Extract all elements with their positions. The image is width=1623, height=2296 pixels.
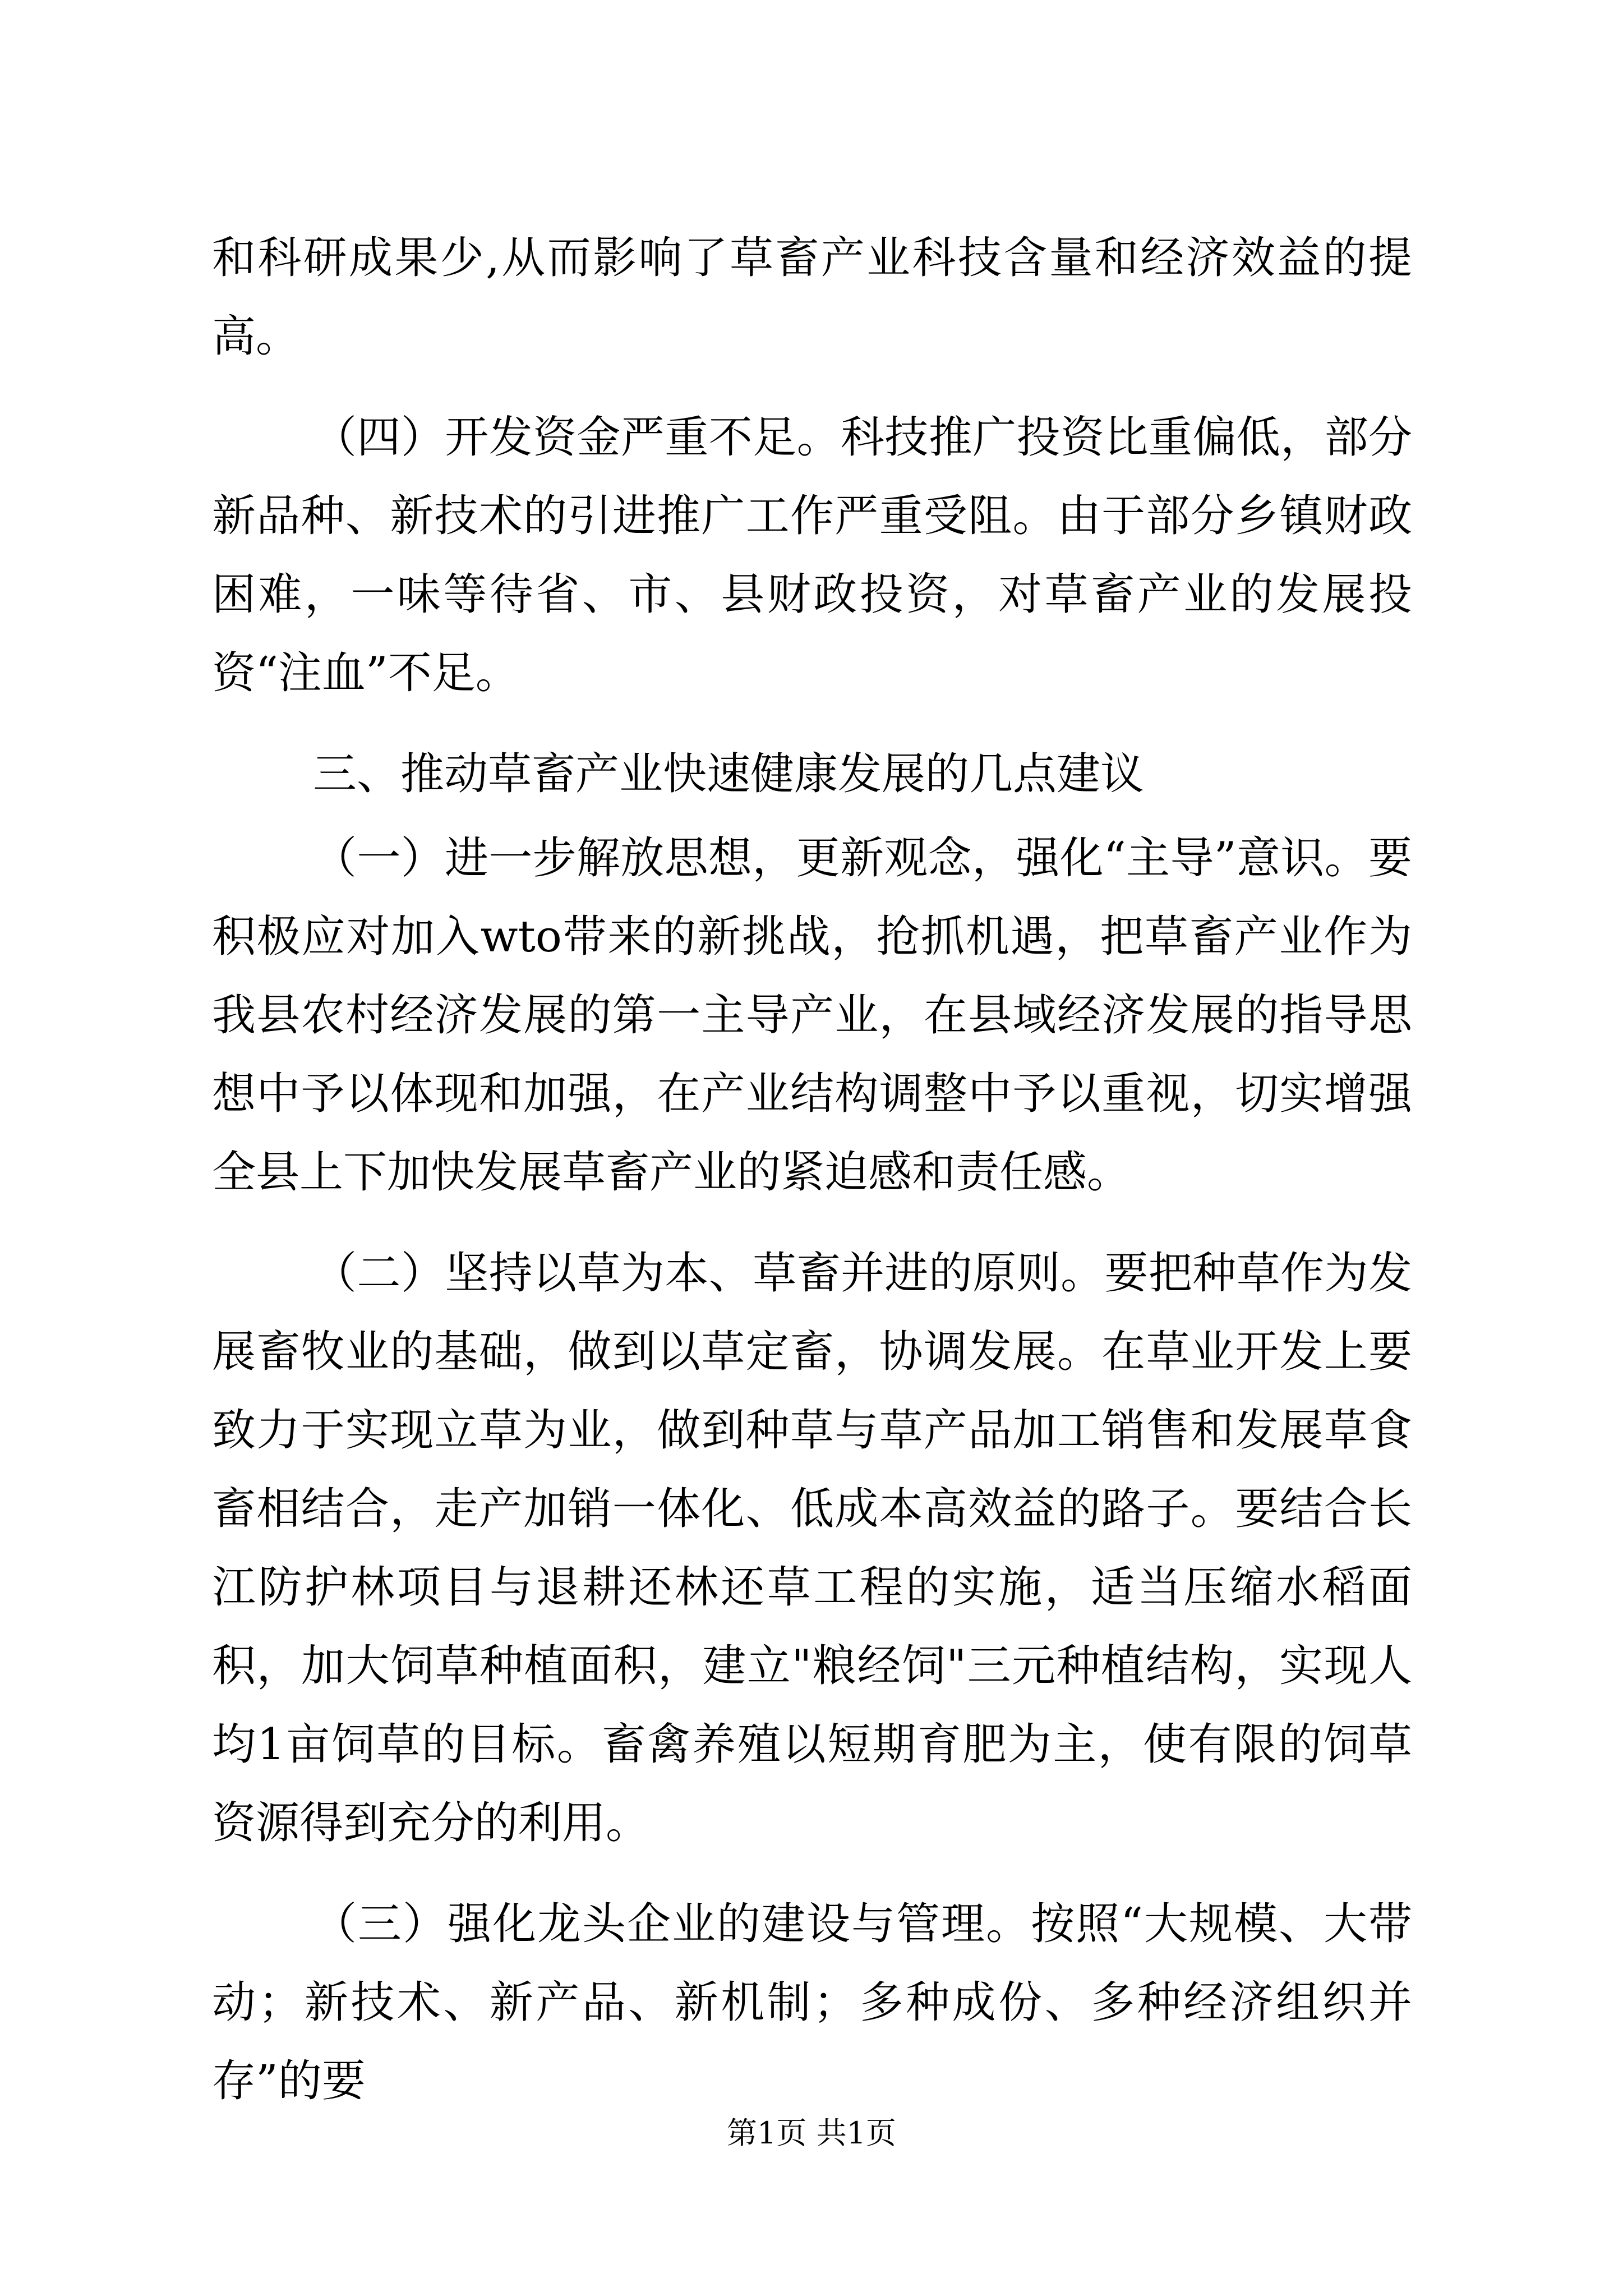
paragraph-funding-shortage: （四）开发资金严重不足。科技推广投资比重偏低，部分新品种、新技术的引进推广工作严重受阻。由于部分乡镇财政困难，一味等待省、市、县财政投资，对草畜产业的发展投资“注血”不足。 (212, 412, 1412, 698)
document-body (212, 219, 1412, 2120)
paragraph-suggestion-one: （一）进一步解放思想，更新观念，强化“主导”意识。要积极应对加入wto带来的新挑战，抢抓机遇，把草畜产业作为我县农村经济发展的第一主导产业，在县域经济发展的指导思想中予以体现和加强，在产业结构调整中予以重视，切实增强全县上下加快发展草畜产业的紧迫感和责任感。 (212, 833, 1412, 1198)
section-heading-suggestions: 三、推动草畜产业快速健康发展的几点建议 (313, 749, 1145, 799)
page-footer: 第1页 共1页 (727, 2115, 896, 2151)
paragraph-suggestion-two: （二）坚持以草为本、草畜并进的原则。要把种草作为发展畜牧业的基础，做到以草定畜，协调发展。在草业开发上要致力于实现立草为业，做到种草与草产品加工销售和发展草食畜相结合，走产加销一体化、低成本高效益的路子。要结合长江防护林项目与退耕还林还草工程的实施，适当压缩水稻面积，加大饲草种植面积，建立"粮经饲"三元种植结构，实现人均1亩饲草的目标。畜禽养殖以短期育肥为主，使有限的饲草资源得到充分的利用。 (212, 1248, 1412, 1848)
paragraph-continuation: 和科研成果少,从而影响了草畜产业科技含量和经济效益的提高。 (212, 233, 1412, 362)
paragraph-suggestion-three: （三）强化龙头企业的建设与管理。按照“大规模、大带动；新技术、新产品、新机制；多种成份、多种经济组织并存”的要 (212, 1899, 1412, 2106)
